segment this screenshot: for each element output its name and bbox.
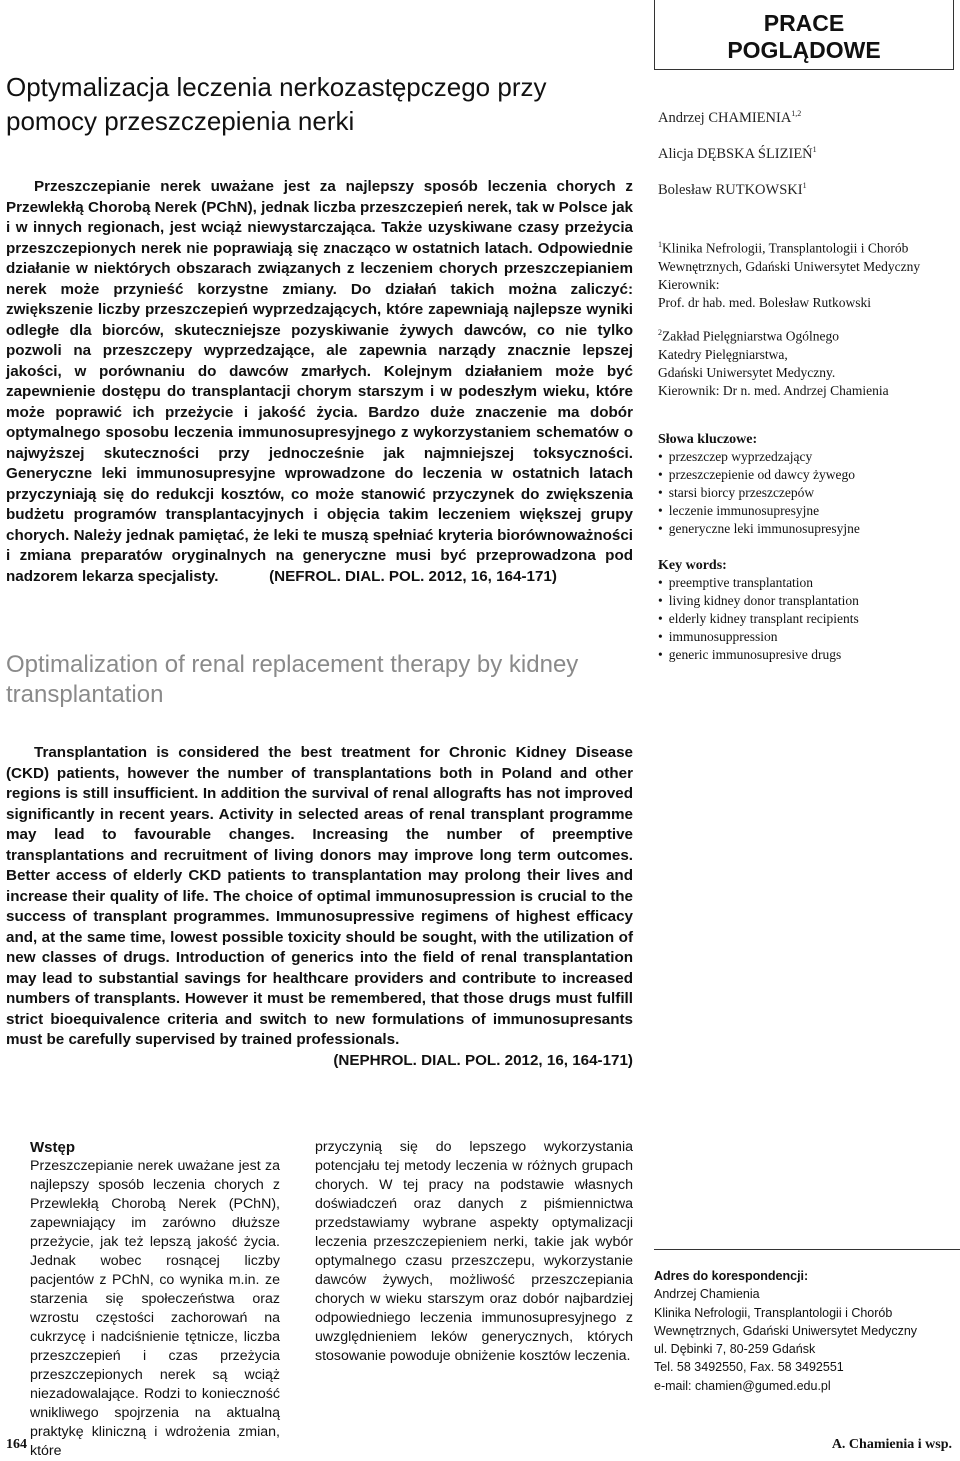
keyword-item: • living kidney donor transplantation <box>658 592 958 610</box>
page-number: 164 <box>6 1437 27 1452</box>
title-polish: Optymalizacja leczenia nerkozastępczego przy pomocy przeszczepienia nerki <box>6 72 547 136</box>
correspondence-line: Klinika Nefrologii, Transplantologii i Chorób Wewnętrznych, Gdański Uniwersytet Medyczny <box>654 1305 918 1338</box>
intro-text-1: Przeszczepianie nerek uważane jest za najlepszy sposób leczenia chorych z Przewlekłą Chorobą Nerek (PChN), zapewniający im zarówno dłuższe przeżycie, jak też lepszą jakość życia. Jednak wobec rosnącej liczby pacjentów z PChN, co wynika m.in. ze starzenia się społeczeństwa oraz wzrostu częstości zachorowań na cukrzycę i nadciśnienie tętnicze, liczba przeszczepień i czas przeżycia przeszczepionych nerek są wciąż niezadowalające. Rodzi to konieczność wnikliwego spojrzenia na aktualną praktykę kliniczną i wdrożenia zmian, które <box>30 1158 280 1459</box>
keyword-item: • preemptive transplantation <box>658 574 958 592</box>
section-label-line1: PRACE <box>763 10 845 36</box>
running-footer-author: A. Chamienia i wsp. <box>831 1437 952 1452</box>
keywords-english <box>658 558 958 664</box>
section-label <box>654 0 954 70</box>
keyword-item: • elderly kidney transplant recipients <box>658 610 958 628</box>
keyword-item: • leczenie immunosupresyjne <box>658 502 958 520</box>
keyword-item: • przeszczepienie od dawcy żywego <box>658 466 958 484</box>
keyword-item: • generyczne leki immunosupresyjne <box>658 520 958 538</box>
keyword-item: • starsi biorcy przeszczepów <box>658 484 958 502</box>
abstract-polish-text: Przeszczepianie nerek uważane jest za najlepszy sposób leczenia chorych z Przewlekłą Chorobą Nerek (PChN), jednak liczba przeszczepień nerek, tak w Polsce jak i w innych regionach, jest wciąż niewystarczająca. Także uzyskiwane czasy przeżycia przeszczepionych nerek nie poprawiają się znacząco w ostatnich latach. Odpowiednie działanie w niektórych obszarach związanych z leczeniem chorych przeszczepianiem nerek może przynieść korzystne zmiany. Do działań takich można zaliczyć: zwiększenie liczby przeszczepień wyprzedzających, które zapewniają najlepsze wyniki odległe dla biorców, skuteczniejsze pozyskiwanie żywych dawców, co nie tylko pozwoli na przeszczepy wyprzedzające, ale zapewnia narządy znacznie lepszej jakości, w porównaniu do dawców zmarłych. Kolejnym działaniem może być zapewnienie dostępu do transplantacji chorym starszym i w podeszłym wieku, które może poprawić ich przeżycie i jakość życia. Bardzo duże znaczenie ma dobór optymalnego sposobu leczenia immunosupresyjnego z wykorzystaniem schematów o najwyższej skuteczności przy jednocześnie jak najmniejszej toksyczności. Generyczne leki immunosupresyjne wprowadzone do leczenia w ostatnich latach przyczyniają się do redukcji kosztów, co może stanowić przyczynek do zwiększenia budżetu programów transplantacyjnych i objęcia takim leczeniem większej grupy chorych. Należy jednak pamiętać, że leki te muszą spełniać kryteria biorównoważności i zmiana preparatów oryginalnych na generyczne musi być przeprowadzona pod nadzorem lekarza specjalisty. <box>6 178 633 585</box>
abstract-english-text: Transplantation is considered the best treatment for Chronic Kidney Disease (CKD) patients, however the number of transplantations both in Poland and other regions is still insufficient. In addition the survival of renal allografts has not improved significantly in recent years. Activity in selected areas of renal transplant programme may lead to favourable changes. Increasing the number of preemptive transplantations and recruitment of living donors may improve long term outcomes. Better access of elderly CKD patients to transplantation may prolong their lives and increase their quality of life. The choice of optimal immunosupression is crucial to the success of transplant programmes. Immunosupressive regimens of highest efficacy and, at the same time, lowest possible toxicity should be sought, with the utilization of new classes of drugs. Introduction of generics into the field of renal transplantation may lead to substantial savings for healthcare providers and contribute to increased numbers of transplants. However it must be remembered, that those drugs must fulfill strict bioequivalence criteria and switch to new formulations of immunosupresants must be carefully supervised by trained professionals. <box>6 744 633 1048</box>
intro-column-2: przyczynią się do lepszego wykorzystania potencjału tej metody leczenia w różnych grupach chorych. W tej pracy na podstawie własnych doświadczeń oraz danych z piśmiennictwa przedstawiamy wybrane aspekty optymalizacji leczenia przeszczepieniem nerki, takie jak wybór optymalnego czasu przeszczepu, wykorzystanie dawców żywych, możliwość przeszczepiania chorych w wieku starszym oraz dobór najbardziej odpowiedniego leczenia immunosupresyjnego z uwzględnieniem leków generycznych, których stosowanie powoduje obniżenie kosztów leczenia. <box>315 1139 633 1364</box>
keywords-english-heading: Key words: <box>658 558 727 573</box>
abstract-english <box>6 743 633 1071</box>
author-1: Andrzej CHAMIENIA$^{1,2}$ <box>658 109 802 126</box>
keyword-item: • immunosuppression <box>658 628 958 646</box>
keywords-polish <box>658 432 958 538</box>
affiliation-1: $^1$Klinika Nefrologii, Transplantologii i Chorób Wewnętrznych, Gdański Uniwersytet Medyczny Kierownik: Prof. dr hab. med. Bolesław Rutkowski <box>658 240 921 310</box>
author-2: Alicja DĘBSKA ŚLIZIEŃ$^1$ <box>658 145 817 162</box>
correspondence-line: Tel. 58 3492550, Fax. 58 3492551 <box>654 1360 844 1375</box>
correspondence-email: e-mail: chamien@gumed.edu.pl <box>654 1378 831 1393</box>
section-label-line2: POGLĄDOWE <box>727 37 881 63</box>
intro-heading: Wstęp <box>30 1139 75 1156</box>
correspondence-line: Andrzej Chamienia <box>654 1287 760 1302</box>
keywords-polish-heading: Słowa kluczowe: <box>658 432 758 447</box>
author-3: Bolesław RUTKOWSKI$^1$ <box>658 181 807 198</box>
abstract-polish <box>6 177 633 587</box>
correspondence-line: ul. Dębinki 7, 80-259 Gdańsk <box>654 1342 816 1357</box>
citation-english: (NEPHROL. DIAL. POL. 2012, 16, 164-171) <box>333 1051 633 1069</box>
correspondence-heading: Adres do korespondencji: <box>654 1269 809 1283</box>
title-english: Optimalization of renal replacement therapy by kidney transplantation <box>6 651 579 708</box>
keyword-item: • generic immunosupresive drugs <box>658 646 958 664</box>
citation-polish: (NEFROL. DIAL. POL. 2012, 16, 164-171) <box>269 567 557 585</box>
correspondence-box <box>654 1249 960 1395</box>
keyword-item: • przeszczep wyprzedzający <box>658 448 958 466</box>
affiliation-2: $^2$Zakład Pielęgniarstwa Ogólnego Katedry Pielęgniarstwa, Gdański Uniwersytet Medyczny. Kierownik: Dr n. med. Andrzej Chamienia <box>658 328 889 398</box>
intro-column-1 <box>30 1138 280 1461</box>
